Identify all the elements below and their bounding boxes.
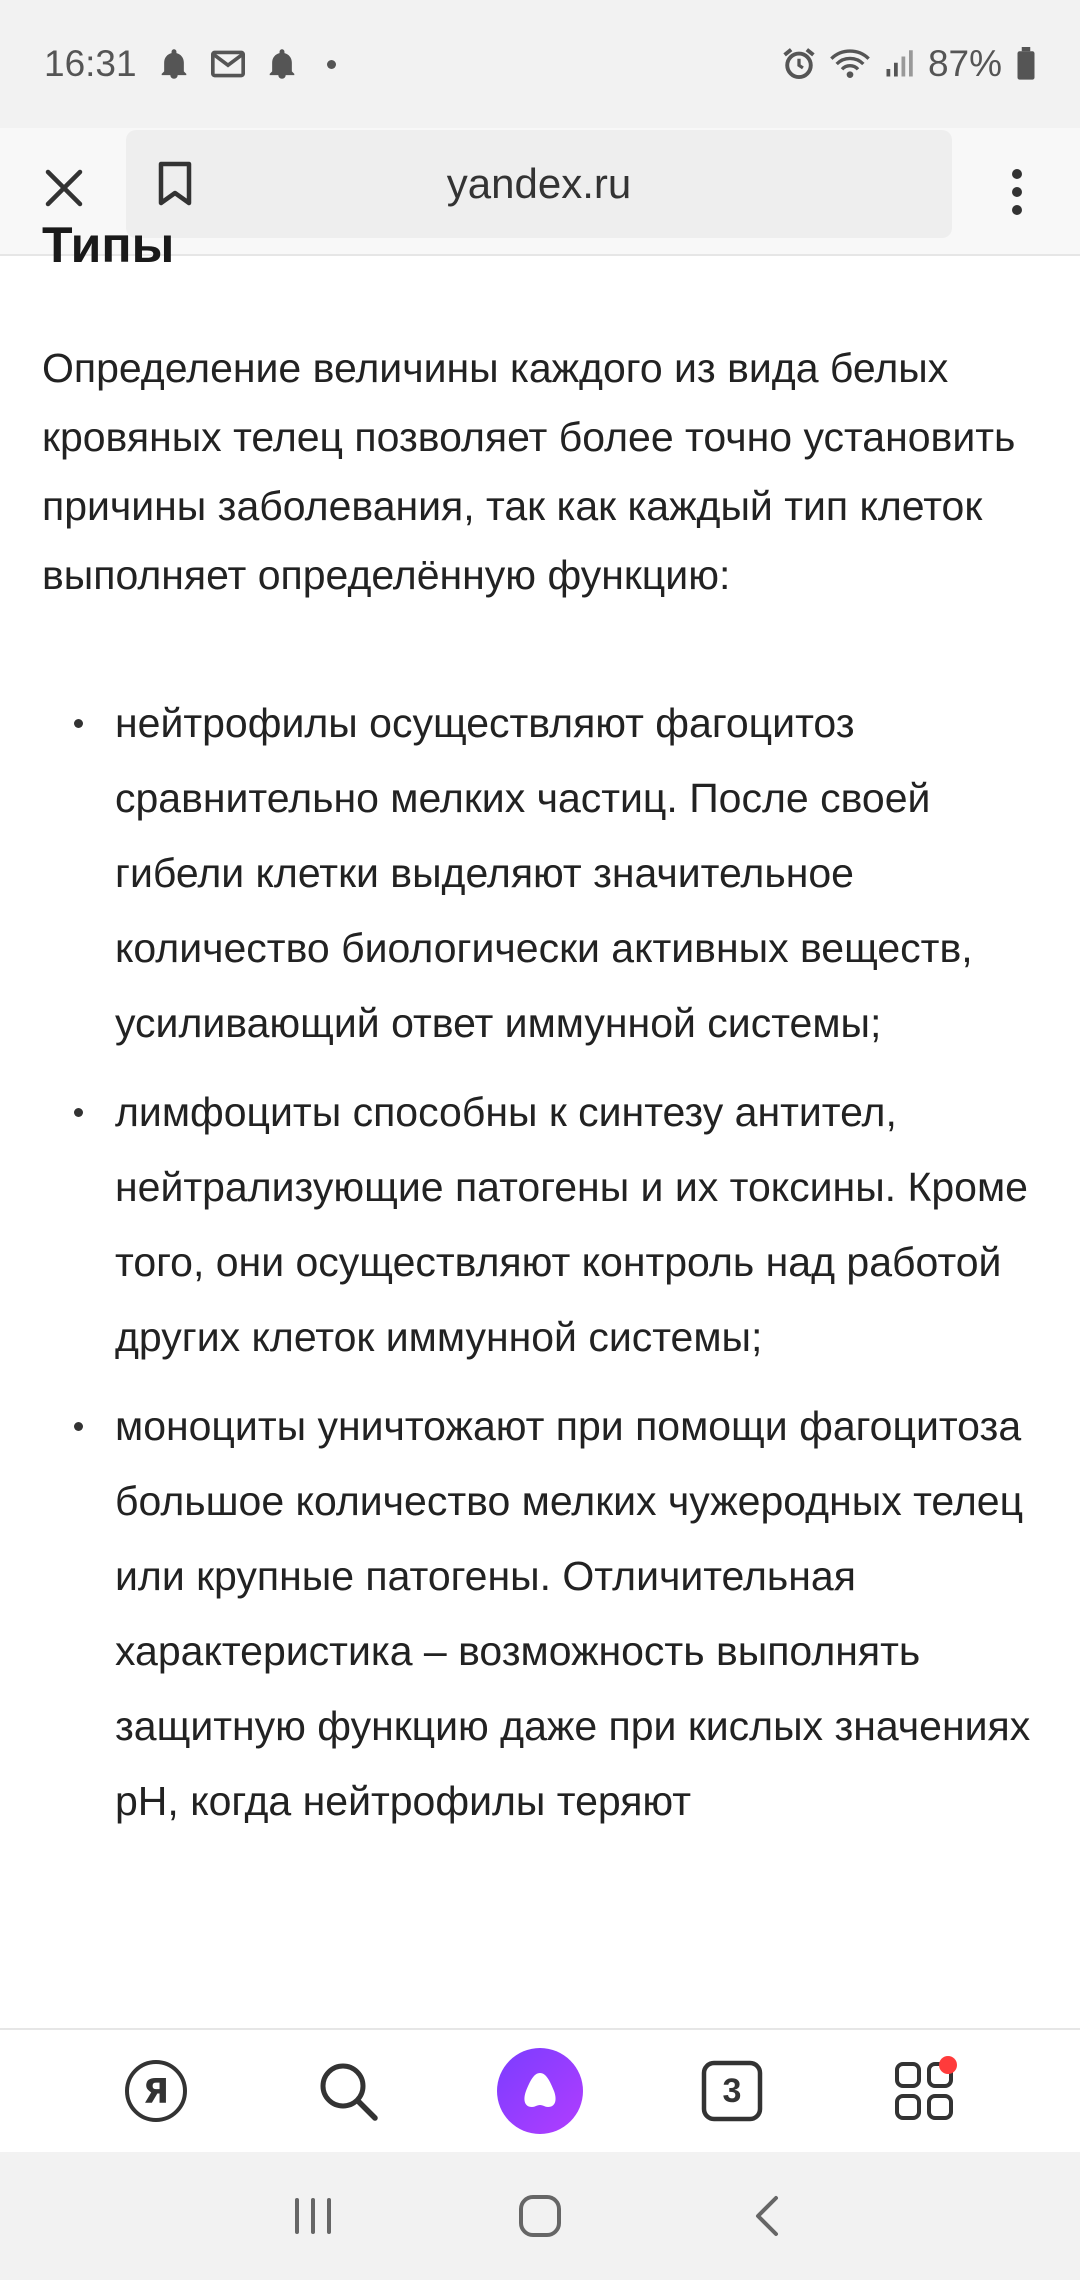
list-item (0, 686, 1080, 1061)
bell-icon (159, 48, 189, 80)
status-bar (0, 0, 1080, 128)
services-button[interactable] (879, 2046, 969, 2136)
close-button[interactable] (36, 160, 92, 216)
url-text: yandex.ru (446, 160, 632, 207)
recent-apps-button[interactable] (278, 2181, 348, 2251)
svg-text:Я: Я (142, 2072, 170, 2112)
address-bar[interactable] (126, 130, 952, 238)
more-vert-icon (1010, 168, 1024, 216)
system-navigation-bar (0, 2152, 1080, 2280)
list-item (0, 1075, 1080, 1375)
search-button[interactable] (303, 2046, 393, 2136)
recent-apps-icon (291, 2196, 335, 2236)
intro-paragraph: Определение величины каждого из вида белых кровяных телец позволяет более точно установить причины заболевания, так как каждый тип клеток выполняет определённую функцию: (42, 345, 1016, 598)
back-icon (752, 2194, 782, 2238)
page-content[interactable] (0, 217, 1080, 2028)
bell-icon (267, 48, 297, 80)
status-time: 16:31 (44, 43, 137, 84)
more-notifications-dot (327, 60, 336, 69)
home-icon (517, 2193, 563, 2239)
close-icon (44, 168, 84, 208)
signal-icon (884, 49, 914, 79)
list-item-text: моноциты уничтожают при помощи фагоцитоза большое количество мелких чужеродных телец или крупные патогены. Отличительная характеристика – возможность выполнять защитную функцию даже при кислых значениях pH, когда нейтрофилы теряют (115, 1403, 1031, 1824)
bullet-dot (74, 719, 83, 728)
cell-types-list (0, 686, 1080, 1853)
section-heading: Типы (42, 217, 175, 273)
battery-percent: 87% (927, 43, 1002, 84)
yandex-home-button[interactable] (111, 2046, 201, 2136)
bullet-dot (74, 1108, 83, 1117)
search-icon (317, 2060, 379, 2122)
tabs-button[interactable] (687, 2046, 777, 2136)
home-button[interactable] (505, 2181, 575, 2251)
notification-dot (939, 2056, 957, 2074)
list-item (0, 1389, 1080, 1839)
more-menu-button[interactable] (990, 162, 1044, 222)
wifi-icon (830, 48, 870, 80)
alarm-icon (782, 47, 816, 81)
yandex-logo-icon (123, 2058, 189, 2124)
list-item-text: лимфоциты способны к синтезу антител, нейтрализующие патогены и их токсины. Кроме того, они осуществляют контроль над работой других клеток иммунной системы; (115, 1089, 1028, 1360)
tabs-count: 3 (722, 2071, 742, 2110)
alice-icon (518, 2071, 562, 2111)
bullet-dot (74, 1422, 83, 1431)
battery-icon (1016, 47, 1036, 81)
bottom-navigation (0, 2028, 1080, 2152)
alice-circle (497, 2048, 583, 2134)
back-button[interactable] (732, 2181, 802, 2251)
list-item-text: нейтрофилы осуществляют фагоцитоз сравнительно мелких частиц. После своей гибели клетки выделяют значительное количество биологически активных веществ, усиливающий ответ иммунной системы; (115, 700, 973, 1046)
alice-button[interactable] (495, 2046, 585, 2136)
mail-icon (211, 50, 245, 78)
